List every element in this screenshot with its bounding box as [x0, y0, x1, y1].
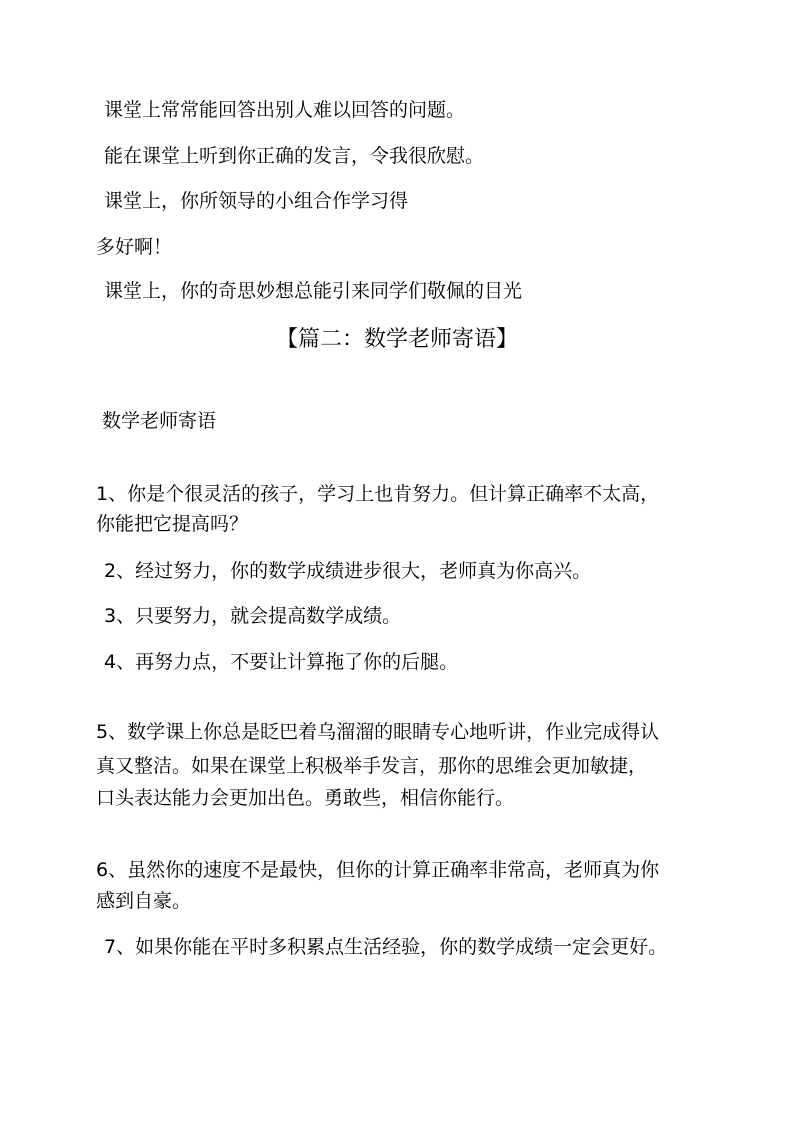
item-5-line-1: 5、数学课上你总是眨巴着乌溜溜的眼睛专心地听讲，作业完成得认 — [96, 721, 660, 743]
item-6-line-1: 6、虽然你的速度不是最快，但你的计算正确率非常高，老师真为你 — [96, 859, 660, 881]
intro-line-3: 课堂上，你所领导的小组合作学习得 — [104, 190, 409, 212]
item-1-line-2: 你能把它提高吗？ — [96, 513, 249, 535]
section-heading: 【篇二：数学老师寄语】 — [275, 327, 518, 352]
intro-line-1: 课堂上常常能回答出别人难以回答的问题。 — [104, 99, 466, 121]
item-5-line-3: 口头表达能力会更加出色。勇敢些，相信你能行。 — [96, 787, 515, 809]
item-5-line-2: 真又整洁。如果在课堂上积极举手发言，那你的思维会更加敏捷， — [96, 755, 648, 777]
item-4-line-1: 4、再努力点，不要让计算拖了你的后腿。 — [104, 651, 459, 673]
item-7-line-1: 7、如果你能在平时多积累点生活经验，你的数学成绩一定会更好。 — [104, 936, 668, 958]
section-subtitle: 数学老师寄语 — [102, 410, 217, 432]
intro-line-4: 多好啊！ — [96, 236, 173, 258]
intro-line-5: 课堂上，你的奇思妙想总能引来同学们敬佩的目光 — [104, 280, 523, 302]
item-2-line-1: 2、经过努力，你的数学成绩进步很大，老师真为你高兴。 — [104, 560, 592, 582]
intro-line-2: 能在课堂上听到你正确的发言，令我很欣慰。 — [104, 145, 485, 167]
item-1-line-1: 1、你是个很灵活的孩子，学习上也肯努力。但计算正确率不太高， — [96, 483, 660, 505]
item-3-line-1: 3、只要努力，就会提高数学成绩。 — [104, 605, 402, 627]
item-6-line-2: 感到自豪。 — [96, 890, 192, 912]
